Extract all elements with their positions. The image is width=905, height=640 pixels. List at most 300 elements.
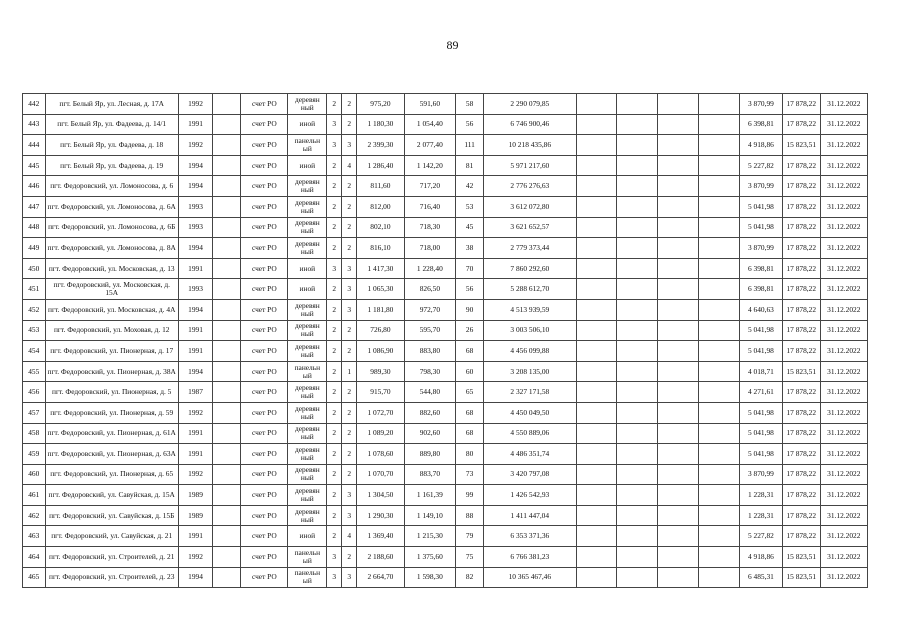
empty-cell (576, 423, 617, 444)
max-unit-cost-cell: 17 878,22 (782, 94, 820, 115)
entrances-cell: 3 (342, 258, 357, 279)
residents-cell: 68 (456, 423, 484, 444)
unit-cost-cell: 5 041,98 (739, 196, 782, 217)
wall-material-cell: панельн ый (288, 135, 327, 156)
entrances-cell: 2 (342, 444, 357, 465)
cost-cell: 4 456 099,88 (484, 341, 576, 362)
empty-cell (213, 320, 241, 341)
cost-cell: 6 353 371,36 (484, 526, 576, 547)
floors-cell: 2 (327, 485, 342, 506)
empty-cell (213, 567, 241, 588)
table-row (23, 567, 868, 588)
fund-cell: счет РО (241, 176, 288, 197)
living-area-cell: 1 054,40 (404, 114, 456, 135)
empty-cell (617, 135, 658, 156)
deadline-cell: 31.12.2022 (820, 258, 867, 279)
max-unit-cost-cell: 17 878,22 (782, 299, 820, 320)
wall-material-cell: деревян ный (288, 320, 327, 341)
deadline-cell: 31.12.2022 (820, 155, 867, 176)
living-area-cell: 718,30 (404, 217, 456, 238)
floors-cell: 2 (327, 279, 342, 300)
empty-cell (576, 505, 617, 526)
total-area-cell: 915,70 (357, 382, 404, 403)
max-unit-cost-cell: 17 878,22 (782, 382, 820, 403)
fund-cell: счет РО (241, 299, 288, 320)
year-cell: 1991 (178, 258, 212, 279)
cost-cell: 1 411 447,04 (484, 505, 576, 526)
total-area-cell: 1 417,30 (357, 258, 404, 279)
living-area-cell: 1 375,60 (404, 547, 456, 568)
living-area-cell: 826,50 (404, 279, 456, 300)
deadline-cell: 31.12.2022 (820, 485, 867, 506)
cost-cell: 6 746 900,46 (484, 114, 576, 135)
cost-cell: 2 327 171,58 (484, 382, 576, 403)
unit-cost-cell: 4 918,86 (739, 135, 782, 156)
empty-cell (699, 464, 740, 485)
wall-material-cell: деревян ный (288, 505, 327, 526)
living-area-cell: 889,80 (404, 444, 456, 465)
floors-cell: 3 (327, 547, 342, 568)
empty-cell (213, 444, 241, 465)
empty-cell (576, 402, 617, 423)
living-area-cell: 883,80 (404, 341, 456, 362)
unit-cost-cell: 6 485,31 (739, 567, 782, 588)
entrances-cell: 2 (342, 196, 357, 217)
total-area-cell: 2 188,60 (357, 547, 404, 568)
row-number: 465 (23, 567, 46, 588)
wall-material-cell: деревян ный (288, 94, 327, 115)
empty-cell (213, 485, 241, 506)
unit-cost-cell: 6 398,81 (739, 114, 782, 135)
total-area-cell: 1 181,80 (357, 299, 404, 320)
cost-cell: 2 779 373,44 (484, 238, 576, 259)
wall-material-cell: деревян ный (288, 196, 327, 217)
deadline-cell: 31.12.2022 (820, 505, 867, 526)
deadline-cell: 31.12.2022 (820, 176, 867, 197)
max-unit-cost-cell: 15 823,51 (782, 361, 820, 382)
empty-cell (576, 485, 617, 506)
wall-material-cell: иной (288, 526, 327, 547)
empty-cell (699, 258, 740, 279)
year-cell: 1994 (178, 238, 212, 259)
table-row (23, 94, 868, 115)
wall-material-cell: деревян ный (288, 341, 327, 362)
living-area-cell: 972,70 (404, 299, 456, 320)
floors-cell: 2 (327, 464, 342, 485)
wall-material-cell: деревян ный (288, 402, 327, 423)
entrances-cell: 1 (342, 361, 357, 382)
unit-cost-cell: 5 041,98 (739, 402, 782, 423)
year-cell: 1991 (178, 320, 212, 341)
empty-cell (617, 196, 658, 217)
floors-cell: 2 (327, 155, 342, 176)
row-number: 461 (23, 485, 46, 506)
residents-cell: 56 (456, 279, 484, 300)
address-cell: пгт. Федоровский, ул. Пионерная, д. 5 (45, 382, 178, 403)
unit-cost-cell: 5 041,98 (739, 341, 782, 362)
empty-cell (699, 505, 740, 526)
cost-cell: 2 776 276,63 (484, 176, 576, 197)
floors-cell: 2 (327, 320, 342, 341)
living-area-cell: 1 228,40 (404, 258, 456, 279)
unit-cost-cell: 5 041,98 (739, 320, 782, 341)
empty-cell (617, 258, 658, 279)
total-area-cell: 1 065,30 (357, 279, 404, 300)
empty-cell (658, 382, 699, 403)
cost-cell: 4 450 049,50 (484, 402, 576, 423)
wall-material-cell: деревян ный (288, 444, 327, 465)
empty-cell (213, 382, 241, 403)
fund-cell: счет РО (241, 320, 288, 341)
year-cell: 1994 (178, 155, 212, 176)
living-area-cell: 1 149,10 (404, 505, 456, 526)
table-row (23, 505, 868, 526)
floors-cell: 2 (327, 444, 342, 465)
living-area-cell: 882,60 (404, 402, 456, 423)
address-cell: пгт. Федоровский, ул. Ломоносова, д. 6Б (45, 217, 178, 238)
max-unit-cost-cell: 17 878,22 (782, 444, 820, 465)
year-cell: 1989 (178, 485, 212, 506)
empty-cell (658, 155, 699, 176)
deadline-cell: 31.12.2022 (820, 299, 867, 320)
row-number: 443 (23, 114, 46, 135)
entrances-cell: 2 (342, 217, 357, 238)
address-cell: пгт. Федоровский, ул. Строителей, д. 23 (45, 567, 178, 588)
max-unit-cost-cell: 17 878,22 (782, 485, 820, 506)
cost-cell: 5 971 217,60 (484, 155, 576, 176)
row-number: 447 (23, 196, 46, 217)
address-cell: пгт. Федоровский, ул. Пионерная, д. 65 (45, 464, 178, 485)
max-unit-cost-cell: 15 823,51 (782, 135, 820, 156)
wall-material-cell: деревян ный (288, 217, 327, 238)
unit-cost-cell: 4 640,63 (739, 299, 782, 320)
floors-cell: 2 (327, 505, 342, 526)
deadline-cell: 31.12.2022 (820, 94, 867, 115)
address-cell: пгт. Федоровский, ул. Пионерная, д. 63А (45, 444, 178, 465)
empty-cell (576, 341, 617, 362)
residents-cell: 60 (456, 361, 484, 382)
empty-cell (617, 176, 658, 197)
address-cell: пгт. Федоровский, ул. Пионерная, д. 59 (45, 402, 178, 423)
unit-cost-cell: 5 227,82 (739, 155, 782, 176)
year-cell: 1994 (178, 567, 212, 588)
year-cell: 1994 (178, 176, 212, 197)
empty-cell (576, 196, 617, 217)
wall-material-cell: панельн ый (288, 361, 327, 382)
total-area-cell: 1 286,40 (357, 155, 404, 176)
page-number: 89 (446, 38, 459, 52)
entrances-cell: 2 (342, 402, 357, 423)
empty-cell (617, 279, 658, 300)
row-number: 453 (23, 320, 46, 341)
unit-cost-cell: 3 870,99 (739, 464, 782, 485)
entrances-cell: 2 (342, 238, 357, 259)
empty-cell (213, 258, 241, 279)
table-row (23, 444, 868, 465)
wall-material-cell: панельн ый (288, 547, 327, 568)
cost-cell: 3 621 652,57 (484, 217, 576, 238)
row-number: 464 (23, 547, 46, 568)
year-cell: 1991 (178, 341, 212, 362)
max-unit-cost-cell: 17 878,22 (782, 258, 820, 279)
row-number: 456 (23, 382, 46, 403)
living-area-cell: 1 598,30 (404, 567, 456, 588)
residents-cell: 45 (456, 217, 484, 238)
entrances-cell: 2 (342, 423, 357, 444)
entrances-cell: 2 (342, 320, 357, 341)
total-area-cell: 975,20 (357, 94, 404, 115)
fund-cell: счет РО (241, 279, 288, 300)
year-cell: 1991 (178, 423, 212, 444)
wall-material-cell: деревян ный (288, 382, 327, 403)
residents-cell: 70 (456, 258, 484, 279)
empty-cell (617, 114, 658, 135)
empty-cell (699, 114, 740, 135)
fund-cell: счет РО (241, 547, 288, 568)
empty-cell (699, 176, 740, 197)
empty-cell (617, 361, 658, 382)
deadline-cell: 31.12.2022 (820, 361, 867, 382)
empty-cell (213, 176, 241, 197)
empty-cell (213, 196, 241, 217)
year-cell: 1992 (178, 547, 212, 568)
entrances-cell: 4 (342, 526, 357, 547)
fund-cell: счет РО (241, 94, 288, 115)
row-number: 445 (23, 155, 46, 176)
empty-cell (576, 155, 617, 176)
empty-cell (658, 176, 699, 197)
empty-cell (699, 320, 740, 341)
row-number: 457 (23, 402, 46, 423)
living-area-cell: 1 142,20 (404, 155, 456, 176)
floors-cell: 2 (327, 423, 342, 444)
row-number: 446 (23, 176, 46, 197)
max-unit-cost-cell: 17 878,22 (782, 114, 820, 135)
wall-material-cell: панельн ый (288, 567, 327, 588)
entrances-cell: 2 (342, 341, 357, 362)
table-row (23, 382, 868, 403)
wall-material-cell: деревян ный (288, 176, 327, 197)
table-row (23, 114, 868, 135)
fund-cell: счет РО (241, 485, 288, 506)
fund-cell: счет РО (241, 196, 288, 217)
cost-cell: 3 003 506,10 (484, 320, 576, 341)
total-area-cell: 802,10 (357, 217, 404, 238)
empty-cell (699, 94, 740, 115)
wall-material-cell: деревян ный (288, 423, 327, 444)
address-cell: пгт. Белый Яр, ул. Фадеева, д. 18 (45, 135, 178, 156)
living-area-cell: 716,40 (404, 196, 456, 217)
unit-cost-cell: 1 228,31 (739, 485, 782, 506)
cost-cell: 10 365 467,46 (484, 567, 576, 588)
fund-cell: счет РО (241, 567, 288, 588)
residents-cell: 53 (456, 196, 484, 217)
address-cell: пгт. Федоровский, ул. Моховая, д. 12 (45, 320, 178, 341)
table-row (23, 464, 868, 485)
empty-cell (213, 464, 241, 485)
row-number: 462 (23, 505, 46, 526)
fund-cell: счет РО (241, 135, 288, 156)
total-area-cell: 726,80 (357, 320, 404, 341)
wall-material-cell: деревян ный (288, 299, 327, 320)
empty-cell (213, 94, 241, 115)
empty-cell (576, 114, 617, 135)
total-area-cell: 812,00 (357, 196, 404, 217)
empty-cell (658, 444, 699, 465)
max-unit-cost-cell: 15 823,51 (782, 547, 820, 568)
empty-cell (576, 526, 617, 547)
cost-cell: 5 288 612,70 (484, 279, 576, 300)
address-cell: пгт. Федоровский, ул. Московская, д. 4А (45, 299, 178, 320)
empty-cell (617, 402, 658, 423)
year-cell: 1993 (178, 279, 212, 300)
fund-cell: счет РО (241, 423, 288, 444)
year-cell: 1992 (178, 464, 212, 485)
deadline-cell: 31.12.2022 (820, 196, 867, 217)
table-row (23, 299, 868, 320)
address-cell: пгт. Белый Яр, ул. Фадеева, д. 19 (45, 155, 178, 176)
year-cell: 1992 (178, 94, 212, 115)
unit-cost-cell: 4 018,71 (739, 361, 782, 382)
fund-cell: счет РО (241, 258, 288, 279)
empty-cell (576, 382, 617, 403)
empty-cell (699, 135, 740, 156)
total-area-cell: 1 078,60 (357, 444, 404, 465)
table-row (23, 217, 868, 238)
empty-cell (617, 505, 658, 526)
empty-cell (617, 485, 658, 506)
deadline-cell: 31.12.2022 (820, 238, 867, 259)
address-cell: пгт. Федоровский, ул. Пионерная, д. 17 (45, 341, 178, 362)
total-area-cell: 816,10 (357, 238, 404, 259)
entrances-cell: 2 (342, 114, 357, 135)
floors-cell: 2 (327, 526, 342, 547)
deadline-cell: 31.12.2022 (820, 423, 867, 444)
table-row (23, 485, 868, 506)
empty-cell (699, 279, 740, 300)
cost-cell: 4 513 939,59 (484, 299, 576, 320)
year-cell: 1991 (178, 444, 212, 465)
residents-cell: 58 (456, 94, 484, 115)
empty-cell (617, 320, 658, 341)
table-row (23, 135, 868, 156)
deadline-cell: 31.12.2022 (820, 135, 867, 156)
empty-cell (658, 217, 699, 238)
empty-cell (617, 382, 658, 403)
floors-cell: 2 (327, 238, 342, 259)
deadline-cell: 31.12.2022 (820, 217, 867, 238)
empty-cell (658, 485, 699, 506)
year-cell: 1991 (178, 114, 212, 135)
fund-cell: счет РО (241, 505, 288, 526)
unit-cost-cell: 6 398,81 (739, 279, 782, 300)
empty-cell (213, 341, 241, 362)
max-unit-cost-cell: 17 878,22 (782, 279, 820, 300)
floors-cell: 2 (327, 196, 342, 217)
empty-cell (699, 402, 740, 423)
max-unit-cost-cell: 17 878,22 (782, 423, 820, 444)
residents-cell: 80 (456, 444, 484, 465)
address-cell: пгт. Федоровский, ул. Ломоносова, д. 6А (45, 196, 178, 217)
empty-cell (617, 155, 658, 176)
fund-cell: счет РО (241, 361, 288, 382)
address-cell: пгт. Федоровский, ул. Ломоносова, д. 8А (45, 238, 178, 259)
deadline-cell: 31.12.2022 (820, 547, 867, 568)
year-cell: 1993 (178, 217, 212, 238)
wall-material-cell: иной (288, 258, 327, 279)
row-number: 458 (23, 423, 46, 444)
entrances-cell: 2 (342, 464, 357, 485)
year-cell: 1993 (178, 196, 212, 217)
address-cell: пгт. Федоровский, ул. Московская, д. 13 (45, 258, 178, 279)
empty-cell (699, 382, 740, 403)
total-area-cell: 2 664,70 (357, 567, 404, 588)
empty-cell (658, 94, 699, 115)
total-area-cell: 1 369,40 (357, 526, 404, 547)
entrances-cell: 2 (342, 94, 357, 115)
max-unit-cost-cell: 17 878,22 (782, 238, 820, 259)
empty-cell (617, 567, 658, 588)
table-row (23, 402, 868, 423)
row-number: 459 (23, 444, 46, 465)
deadline-cell: 31.12.2022 (820, 114, 867, 135)
housing-registry-table (22, 93, 868, 588)
empty-cell (213, 217, 241, 238)
unit-cost-cell: 4 918,86 (739, 547, 782, 568)
table-row (23, 258, 868, 279)
living-area-cell: 883,70 (404, 464, 456, 485)
total-area-cell: 1 089,20 (357, 423, 404, 444)
empty-cell (658, 423, 699, 444)
residents-cell: 26 (456, 320, 484, 341)
fund-cell: счет РО (241, 526, 288, 547)
year-cell: 1987 (178, 382, 212, 403)
year-cell: 1994 (178, 361, 212, 382)
empty-cell (576, 135, 617, 156)
deadline-cell: 31.12.2022 (820, 444, 867, 465)
empty-cell (658, 464, 699, 485)
fund-cell: счет РО (241, 114, 288, 135)
living-area-cell: 2 077,40 (404, 135, 456, 156)
address-cell: пгт. Федоровский, ул. Савуйская, д. 15А (45, 485, 178, 506)
empty-cell (658, 526, 699, 547)
empty-cell (617, 299, 658, 320)
entrances-cell: 2 (342, 547, 357, 568)
empty-cell (213, 135, 241, 156)
unit-cost-cell: 5 227,82 (739, 526, 782, 547)
cost-cell: 7 860 292,60 (484, 258, 576, 279)
unit-cost-cell: 5 041,98 (739, 217, 782, 238)
row-number: 455 (23, 361, 46, 382)
max-unit-cost-cell: 17 878,22 (782, 196, 820, 217)
empty-cell (617, 341, 658, 362)
wall-material-cell: иной (288, 279, 327, 300)
entrances-cell: 4 (342, 155, 357, 176)
row-number: 449 (23, 238, 46, 259)
empty-cell (576, 176, 617, 197)
max-unit-cost-cell: 17 878,22 (782, 320, 820, 341)
residents-cell: 68 (456, 402, 484, 423)
unit-cost-cell: 5 041,98 (739, 444, 782, 465)
empty-cell (699, 444, 740, 465)
table-row (23, 320, 868, 341)
unit-cost-cell: 1 228,31 (739, 505, 782, 526)
fund-cell: счет РО (241, 444, 288, 465)
empty-cell (213, 155, 241, 176)
empty-cell (699, 155, 740, 176)
living-area-cell: 591,60 (404, 94, 456, 115)
cost-cell: 3 420 797,08 (484, 464, 576, 485)
